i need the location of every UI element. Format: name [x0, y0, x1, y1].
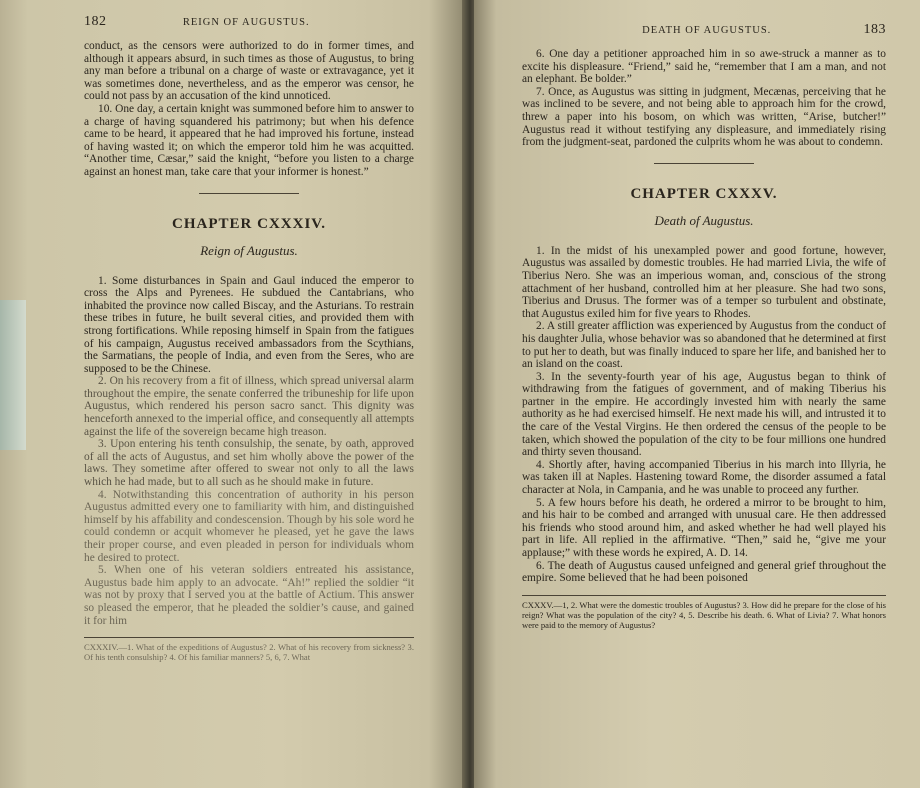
paragraph-3: 3. In the seventy-fourth year of his age, Augustus began to think of withdrawing from the fatigues of government, and of making Tiberius his partner in the empire. He accordingly invested him with nearly the same authority as he had exercised himself. He next made his will, and intrusted it to the care of the Vestal Virgins. He then ordered the census of the people to be taken, which showed the population of the city to be four millions one hundred and thirty seven thousand.: [522, 370, 886, 459]
chapter-title: CHAPTER CXXXIV.: [172, 215, 326, 232]
right-running-head: [522, 22, 886, 38]
left-top-paragraph-2: 10. One day, a certain knight was summoned before him to answer to a charge of having squandered his patrimony; but when his defence came to be heard, it appeared that he had improved his fortune, instead of having wasted it; on which the emperor told him he was acquitted. “Another time, Cæsar,” said the knight, “before you listen to a charge against an honest man, take care that your informer is honest.”: [84, 102, 414, 178]
left-top-paragraph-1: conduct, as the censors were authorized to do in former times, and although it appears absurd, in such times as those of Augustus, to bring any man before a tribunal on a charge of waste or extravagance, yet it was sometimes done, nevertheless, and as the emperor was censor, he could not pass by an accusation of the kind unnoticed.: [84, 40, 414, 103]
right-running-title: DEATH OF AUGUSTUS.: [642, 25, 772, 36]
paragraph-1: 1. Some disturbances in Spain and Gaul induced the emperor to cross the Alps and Pyrenees. He subdued the Cantabrians, who inhabited the province now called Biscay, and the Asturians. To restrain these tribes in future, he built several cities, and provided them with strong fortifications. While reposing himself in Spain from the fatigues of his campaign, Augustus received ambassadors from the Scythians, the Sarmatians, the people of India, and even from the Seres, who are supposed to be the Chinese.: [84, 274, 414, 375]
chapter-subtitle: Death of Augustus.: [654, 212, 754, 228]
paragraph-4: 4. Shortly after, having accompanied Tiberius in his march into Illyria, he was taken ill at Naples. Hastening toward Rome, the disorder assumed a fatal character at Nola, in Campania, and he was unable to proceed any further.: [522, 458, 886, 497]
page-marker-tab: [0, 300, 26, 450]
section-divider: [654, 163, 754, 164]
right-page: [474, 0, 920, 788]
right-footnote: CXXXV.—1, 2. What were the domestic troubles of Augustus? 3. How did he prepare for the close of his reign? What was the population of the city? 4, 5. Describe his death. 6. What of Livia? 7. What honors were paid to the memory of Augustus?: [522, 599, 886, 630]
paragraph-1: 1. In the midst of his unexampled power and good fortune, however, Augustus was assailed by domestic troubles. He had married Livia, the wife of Tiberius Nero. She was an imperious woman, and, conscious of the strong attachment of her husband, controlled him at her pleasure. She had two sons, Tiberius and Drusus. The former was of a temper so turbulent and obstinate, that Augustus exiled him for five years to Rhodes.: [522, 244, 886, 320]
paragraph-3: 3. Upon entering his tenth consulship, the senate, by oath, approved of all the acts of Augustus, and set him wholly above the power of the laws. They sometime after offered to swear not only to all the laws which he had made, but to all such as he should make in future.: [84, 438, 414, 489]
left-running-title: REIGN OF AUGUSTUS.: [182, 17, 310, 28]
footnote-divider: [522, 595, 886, 596]
right-top-paragraph-1: 6. One day a petitioner approached him in so awe-struck a manner as to excite his displeasure. “Friend,” said he, “remember that I am a man, and not an elephant. Be bolder.”: [522, 48, 886, 86]
paragraph-2: 2. On his recovery from a fit of illness, which spread universal alarm throughout the empire, the senate conferred the tribuneship for life upon Augustus, which rendered his person sacro sanct. This dignity was henceforth annexed to the imperial office, and consequently all attempts against the life of the sovereign became high treason.: [84, 375, 414, 438]
right-top-paragraph-2: 7. Once, as Augustus was sitting in judgment, Mecænas, perceiving that he was inclined to be severe, and not being able to approach him for the crowd, threw a paper into his bosom, on which was written, “Arise, butcher!” Augustus read it without testifying any displeasure, and immediately rising from the judgment-seat, pardoned the culprits whom he was about to condemn.: [522, 85, 886, 149]
chapter-subtitle: Reign of Augustus.: [200, 242, 298, 258]
paragraph-4: 4. Notwithstanding this concentration of authority in his person Augustus admitted every one to familiarity with him, and distinguished himself by his affability and condescension. Though by his sole word he could condemn or acquit whomever he pleased, yet he gave the laws their proper course, and even pleaded in person for individuals whom he desired to protect.: [84, 488, 414, 564]
right-page-number: 183: [863, 22, 886, 37]
paragraph-5: 5. When one of his veteran soldiers entreated his assistance, Augustus bade him apply to an advocate. “Ah!” replied the soldier “it was not by proxy that I served you at the battle of Actium. This answer so pleased the emperor, that he pleaded the soldier’s cause, and gained it for him: [84, 564, 414, 627]
paragraph-5: 5. A few hours before his death, he ordered a mirror to be brought to him, and his hair to be combed and arranged with unusual care. He then addressed his friends who stood around him, and asked whether he had well played his part in life. All replied in the affirmative. “Then,” said he, “give me your applause;” with these words he expired, A. D. 14.: [522, 496, 886, 559]
paragraph-2: 2. A still greater affliction was experienced by Augustus from the conduct of his daughter Julia, whose behavior was so abandoned that he determined at first to put her to death, but was finally induced to spare her life, and banished her to an island on the coast.: [522, 320, 886, 371]
section-divider: [199, 193, 299, 194]
left-running-head: [84, 14, 414, 30]
left-page-number: 182: [84, 14, 107, 29]
left-footnote: CXXXIV.—1. What of the expeditions of Augustus? 2. What of his recovery from sickness? 3. Of his tenth consulship? 4. Of his familiar manners? 5, 6, 7. What: [84, 642, 414, 663]
footnote-divider: [84, 637, 414, 638]
paragraph-6: 6. The death of Augustus caused unfeigned and general grief throughout the empire. Some believed that he had been poisoned: [522, 559, 886, 585]
chapter-title: CHAPTER CXXXV.: [630, 185, 778, 202]
